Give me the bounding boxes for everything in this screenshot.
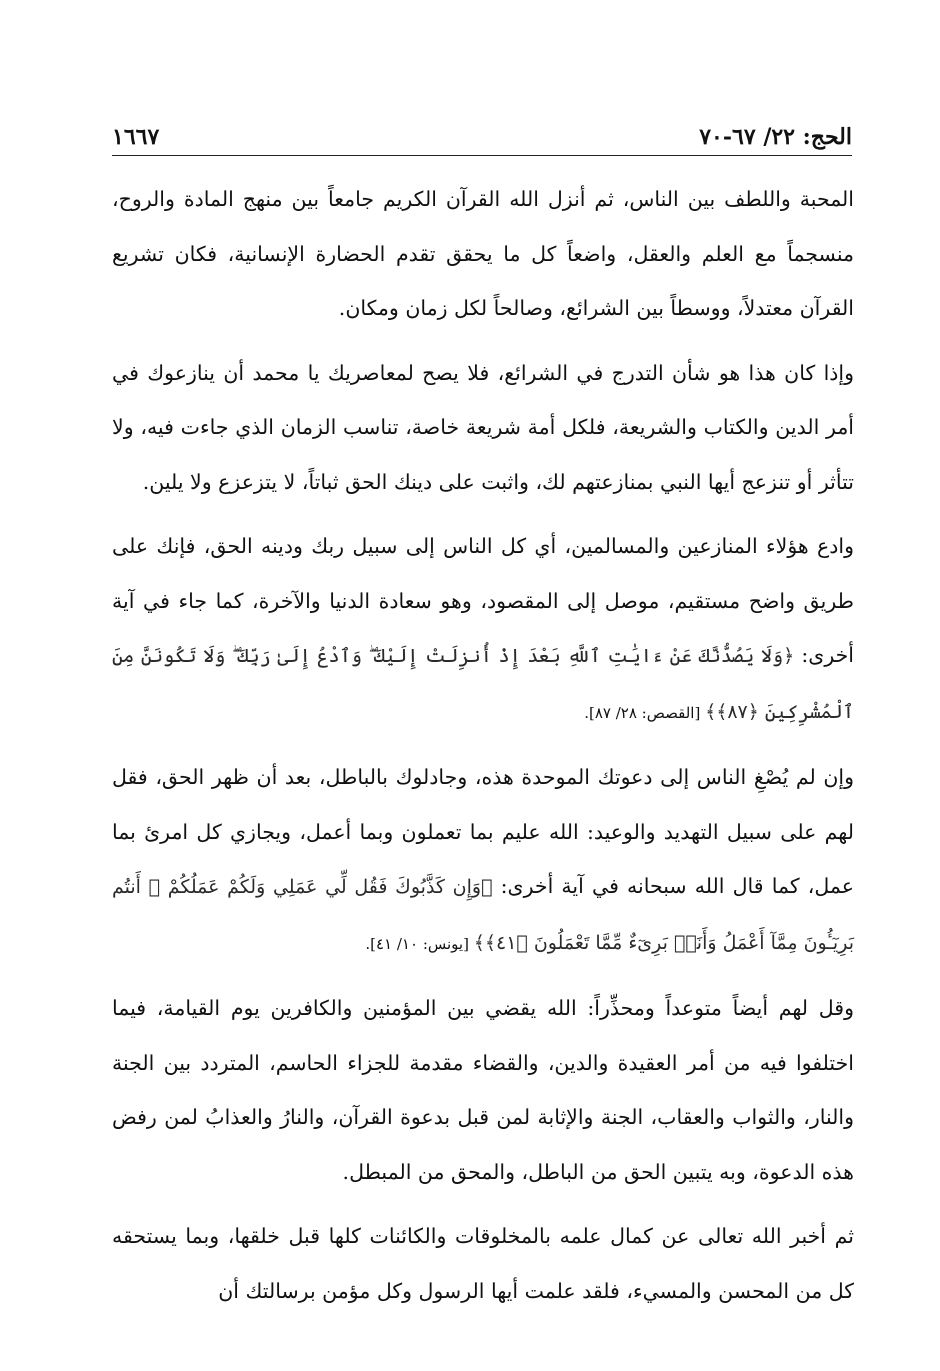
- page-body: [112, 172, 854, 1328]
- quran-verse-qasas: ﴿وَلَا يَصُدُّنَّكَ عَنْ ءَايَٰتِ ٱللَّهِ بَعْدَ إِذْ أُنزِلَتْ إِلَيْكَ ۖ وَٱدْعُ إِلَىٰ رَبِّكَ ۖ وَلَا تَكُونَنَّ مِنَ ٱلْمُشْرِكِينَ ﴿٨٧﴾﴾: [112, 645, 854, 723]
- paragraph-4: [112, 750, 854, 971]
- paragraph-3: [112, 519, 854, 740]
- page-number: ١٦٦٧: [112, 124, 160, 150]
- paragraph-4-text: وإن لم يُصْغِ الناس إلى دعوتك الموحدة هذه، وجادلوك بالباطل، بعد أن ظهر الحق، فقل لهم على سبيل التهديد والوعيد: الله عليم بما تعملون وبما أعمل، ويجازي كل امرئ بما عمل، كما قال الله سبحانه في آية أخرى:: [112, 765, 854, 898]
- surah-reference: الحج: ٢٢/ ٦٧-٧٠: [699, 124, 852, 150]
- paragraph-6: ثم أخبر الله تعالى عن كمال علمه بالمخلوقات والكائنات كلها قبل خلقها، وبما يستحقه كل من المحسن والمسيء، فلقد علمت أيها الرسول وكل مؤمن برسالتك أن: [112, 1224, 854, 1303]
- paragraph-1: المحبة واللطف بين الناس، ثم أنزل الله القرآن الكريم جامعاً بين منهج المادة والروح، منسجماً مع العلم والعقل، واضعاً كل ما يحقق تقدم الحضارة الإنسانية، فكان تشريع القرآن معتدلاً، ووسطاً بين الشرائع، وصالحاً لكل زمان ومكان.: [112, 187, 854, 320]
- verse-citation-qasas: [القصص: ٢٨/ ٨٧].: [584, 703, 706, 722]
- quran-verse-yunus: ﴿وَإِن كَذَّبُوكَ فَقُل لِّي عَمَلِي وَلَكُمْ عَمَلُكُمْ ۖ أَنتُم بَرِيٓـُٔونَ مِمَّآ أَعْمَلُ وَأَنَا۠ بَرِىٓءٌ مِّمَّا تَعْمَلُونَ ﴿٤١﴾﴾: [112, 876, 854, 954]
- verse-citation-yunus: [يونس: ١٠/ ٤١].: [365, 934, 474, 953]
- paragraph-2: وإذا كان هذا هو شأن التدرج في الشرائع، فلا يصح لمعاصريك يا محمد أن ينازعوك في أمر الدين والكتاب والشريعة، فلكل أمة شريعة خاصة، تناسب الزمان الذي جاءت فيه، ولا تتأثر أو تنزعج أيها النبي بمنازعتهم لك، واثبت على دينك الحق ثباتاً، لا يتزعزع ولا يلين.: [112, 360, 854, 494]
- header-divider: [112, 155, 852, 156]
- page-header: [112, 108, 852, 152]
- paragraph-5: وقل لهم أيضاً متوعداً ومحذِّراً: الله يقضي بين المؤمنين والكافرين يوم القيامة، فيما اختلفوا فيه من أمر العقيدة والدين، والقضاء مقدمة للجزاء الحاسم، المتردد بين الجنة والنار، والثواب والعقاب، الجنة والإثابة لمن قبل بدعوة القرآن، والنارُ والعذابُ لمن رفض هذه الدعوة، وبه يتبين الحق من الباطل، والمحق من المبطل.: [112, 996, 854, 1184]
- paragraph-3-text: وادع هؤلاء المنازعين والمسالمين، أي كل الناس إلى سبيل ربك ودينه الحق، فإنك على طريق واضح مستقيم، موصل إلى المقصود، وهو سعادة الدنيا والآخرة، كما جاء في آية أخرى:: [112, 534, 854, 667]
